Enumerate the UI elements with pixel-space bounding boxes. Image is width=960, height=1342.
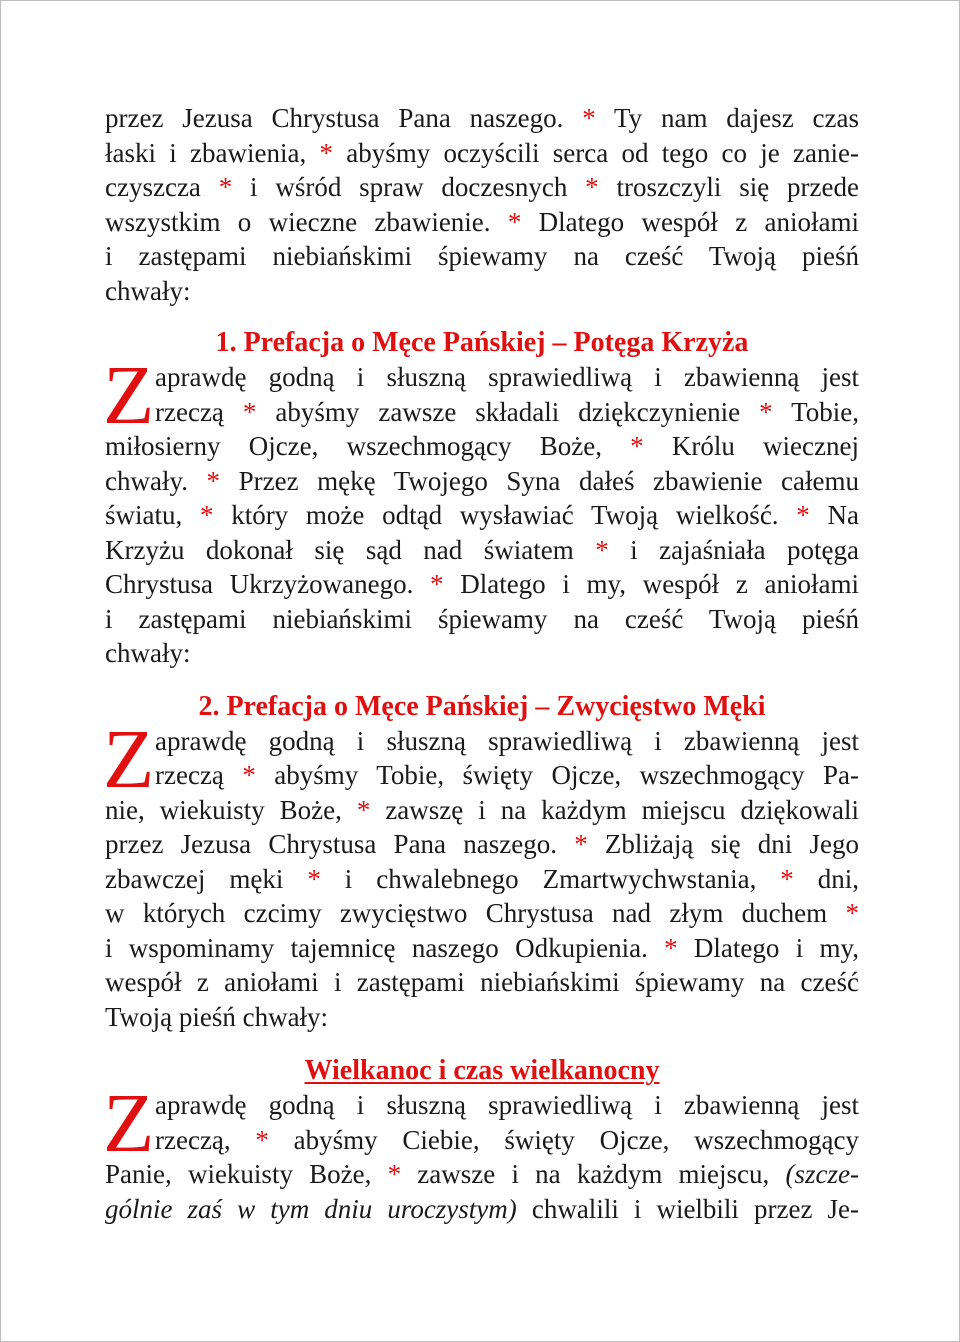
section-heading: 2. Prefacja o Męce Pańskiej – Zwycięstwo Męki: [198, 690, 766, 722]
text-line: zbawczej męki * i chwalebnego Zmartwychwstania, * dni,: [105, 863, 859, 894]
text-line: chwały:: [105, 638, 191, 668]
section-3-paragraph: [103, 1077, 860, 1226]
asterisk-marker: *: [845, 898, 859, 928]
asterisk-marker: *: [780, 863, 794, 894]
text-line: Chrystusa Ukrzyżowanego. * Dlatego i my, wespół z aniołami: [105, 569, 859, 599]
asterisk-marker: *: [218, 172, 233, 202]
page-content: [105, 101, 859, 1226]
text-line: chwały. * Przez mękę Twojego Syna dałeś zbawienie całemu: [105, 465, 859, 496]
text-line: nie, wiekuisty Boże, * zawszę i na każdym miejscu dziękowali: [105, 794, 859, 825]
asterisk-marker: *: [242, 396, 257, 427]
text-line: Krzyżu dokonał się sąd nad światem * i zajaśniała potęga: [105, 534, 860, 565]
text-line: aprawdę godną i słuszną sprawiedliwą i zbawienną jest: [155, 725, 859, 756]
section-2-paragraph: [103, 712, 859, 1035]
asterisk-marker: *: [507, 206, 522, 237]
text-line: rzeczą * abyśmy zawsze składali dziękczynienie * Tobie,: [155, 396, 859, 427]
text-line: aprawdę godną i słuszną sprawiedliwą i zbawienną jest: [155, 362, 859, 392]
asterisk-marker: *: [387, 1159, 402, 1189]
asterisk-marker: *: [255, 1124, 269, 1155]
asterisk-marker: *: [242, 760, 256, 790]
text-line: czyszcza * i wśród spraw doczesnych * troszczyli się przede: [105, 172, 859, 202]
intro-paragraph: [105, 101, 859, 308]
text-line: łaski i zbawienia, * abyśmy oczyścili serca od tego co je zanie-: [105, 137, 860, 168]
text-line: w których czcimy zwycięstwo Chrystusa nad złym duchem *: [105, 898, 859, 928]
text-line: Twoją pieśń chwały:: [105, 1001, 329, 1032]
text-line: i zastępami niebiańskimi śpiewamy na cześć Twoją pieśń: [105, 241, 859, 271]
text-line: i wspominamy tajemnicę naszego Odkupienia. * Dlatego i my,: [105, 932, 859, 963]
text-line: przez Jezusa Chrystusa Pana naszego. * Ty nam dajesz czas: [105, 103, 859, 133]
asterisk-marker: *: [595, 534, 609, 565]
asterisk-marker: *: [206, 465, 221, 496]
asterisk-marker: *: [319, 137, 334, 168]
text-line: i zastępami niebiańskimi śpiewamy na cześć Twoją pieśń: [105, 603, 859, 634]
asterisk-marker: *: [630, 431, 644, 461]
asterisk-marker: *: [664, 932, 678, 963]
text-line: rzeczą, * abyśmy Ciebie, święty Ojcze, wszechmogący: [155, 1124, 860, 1155]
text-line: wespół z aniołami i zastępami niebiańskimi śpiewamy na cześć: [105, 967, 859, 997]
asterisk-marker: *: [356, 794, 371, 825]
asterisk-marker: *: [585, 172, 599, 202]
text-line: światu, * który może odtąd wysławiać Twoją wielkość. * Na: [105, 500, 859, 530]
asterisk-marker: *: [430, 569, 444, 599]
asterisk-marker: *: [199, 500, 214, 530]
asterisk-marker: *: [796, 500, 810, 530]
drop-cap: Z: [103, 1077, 155, 1170]
section-heading: Wielkanoc i czas wielkanocny: [304, 1055, 660, 1086]
text-line: wszystkim o wieczne zbawienie. * Dlatego wespół z aniołami: [105, 206, 860, 237]
asterisk-marker: *: [307, 863, 321, 894]
italic-note: (szcze-: [785, 1159, 859, 1189]
text-line: Panie, wiekuisty Boże, * zawsze i na każdym miejscu, (szcze-: [105, 1159, 859, 1189]
text-line: rzeczą * abyśmy Tobie, święty Ojcze, wszechmogący Pa-: [155, 760, 859, 790]
drop-cap: Z: [103, 349, 155, 442]
text-line: chwały:: [105, 275, 191, 306]
asterisk-marker: *: [582, 103, 596, 133]
section-heading: 1. Prefacja o Męce Pańskiej – Potęga Krzyża: [215, 327, 749, 358]
italic-note: gólnie zaś w tym dniu uroczystym): [105, 1193, 517, 1224]
asterisk-marker: *: [759, 396, 773, 427]
drop-cap: Z: [103, 712, 155, 806]
text-line: miłosierny Ojcze, wszechmogący Boże, * Królu wiecznej: [105, 431, 859, 461]
text-line: aprawdę godną i słuszną sprawiedliwą i zbawienną jest: [155, 1090, 859, 1120]
asterisk-marker: *: [574, 829, 588, 859]
text-line: gólnie zaś w tym dniu uroczystym) chwalili i wielbili przez Je-: [105, 1193, 859, 1224]
section-1-paragraph: [103, 349, 860, 671]
text-line: przez Jezusa Chrystusa Pana naszego. * Zbliżają się dni Jego: [105, 829, 859, 859]
